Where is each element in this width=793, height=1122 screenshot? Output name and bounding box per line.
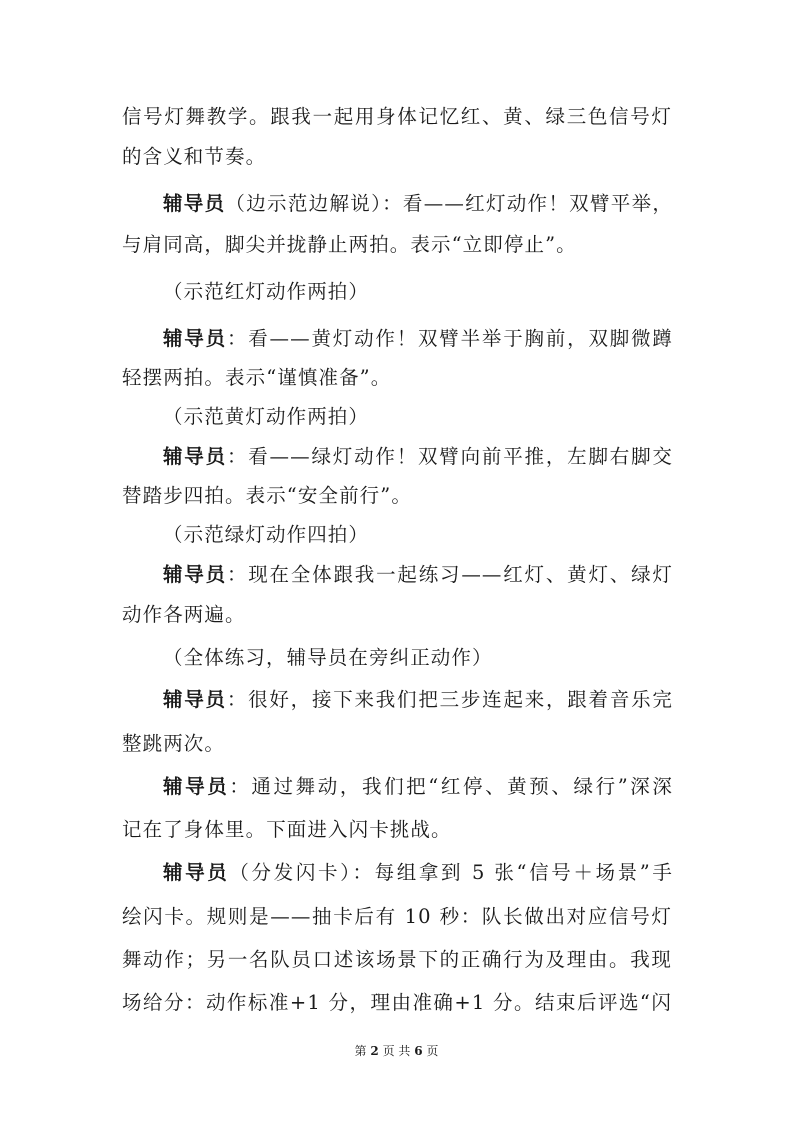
total-page-count: 6 — [414, 1044, 423, 1058]
text-line: 与肩同高，脚尖并拢静止两拍。表示“立即停止”。 — [122, 233, 577, 256]
dialogue-line — [163, 192, 673, 216]
dialogue-line — [163, 563, 673, 587]
dialogue-line — [163, 327, 673, 351]
dialogue-text: （边示范边解说）：看——红灯动作！双臂平举， — [225, 192, 673, 215]
speaker-name: 辅导员 — [163, 688, 227, 711]
dialogue-line — [163, 445, 673, 469]
text-line: 轻摆两拍。表示“谨慎准备”。 — [122, 366, 392, 389]
stage-direction: （全体练习，辅导员在旁纠正动作） — [163, 646, 493, 669]
text-line: 记在了身体里。下面进入闪卡挑战。 — [122, 818, 452, 841]
text-line: 的含义和节奏。 — [122, 145, 267, 168]
page-footer — [0, 1044, 793, 1058]
speaker-name: 辅导员 — [163, 445, 227, 468]
dialogue-text: ：看——黄灯动作！双臂半举于胸前，双脚微蹲 — [226, 327, 673, 350]
footer-middle: 页 共 — [382, 1044, 411, 1058]
speaker-name: 辅导员 — [163, 327, 227, 350]
footer-prefix: 第 — [354, 1044, 367, 1058]
dialogue-line — [163, 688, 673, 712]
dialogue-text: ：很好，接下来我们把三步连起来，跟着音乐完 — [226, 688, 673, 711]
text-line: 替踏步四拍。表示“安全前行”。 — [122, 484, 412, 507]
speaker-name: 辅导员 — [163, 775, 230, 798]
text-line: 绘闪卡。规则是——抽卡后有 10 秒：队长做出对应信号灯 — [122, 905, 672, 928]
stage-direction: （示范黄灯动作两拍） — [163, 405, 370, 428]
text-line: 舞动作；另一名队员口述该场景下的正确行为及理由。我现 — [122, 948, 672, 971]
text-line: 整跳两次。 — [122, 732, 226, 755]
text-line: 动作各两遍。 — [122, 603, 246, 626]
dialogue-line — [163, 861, 673, 885]
current-page-number: 2 — [370, 1044, 379, 1058]
dialogue-text: ：现在全体跟我一起练习——红灯、黄灯、绿灯 — [226, 563, 673, 586]
speaker-name: 辅导员 — [163, 861, 230, 884]
dialogue-text: （分发闪卡）：每组拿到 5 张“信号＋场景”手 — [229, 861, 673, 884]
text-line: 信号灯舞教学。跟我一起用身体记忆红、黄、绿三色信号灯 — [122, 105, 672, 128]
footer-suffix: 页 — [426, 1044, 439, 1058]
stage-direction: （示范红灯动作两拍） — [163, 280, 370, 303]
speaker-name: 辅导员 — [163, 192, 226, 215]
dialogue-text: ：通过舞动，我们把“红停、黄预、绿行”深深 — [229, 775, 673, 798]
speaker-name: 辅导员 — [163, 563, 227, 586]
text-line: 场给分：动作标准+1 分，理由准确+1 分。结束后评选“闪 — [122, 991, 672, 1014]
dialogue-line — [163, 775, 673, 799]
dialogue-text: ：看——绿灯动作！双臂向前平推，左脚右脚交 — [226, 445, 673, 468]
stage-direction: （示范绿灯动作四拍） — [163, 523, 370, 546]
